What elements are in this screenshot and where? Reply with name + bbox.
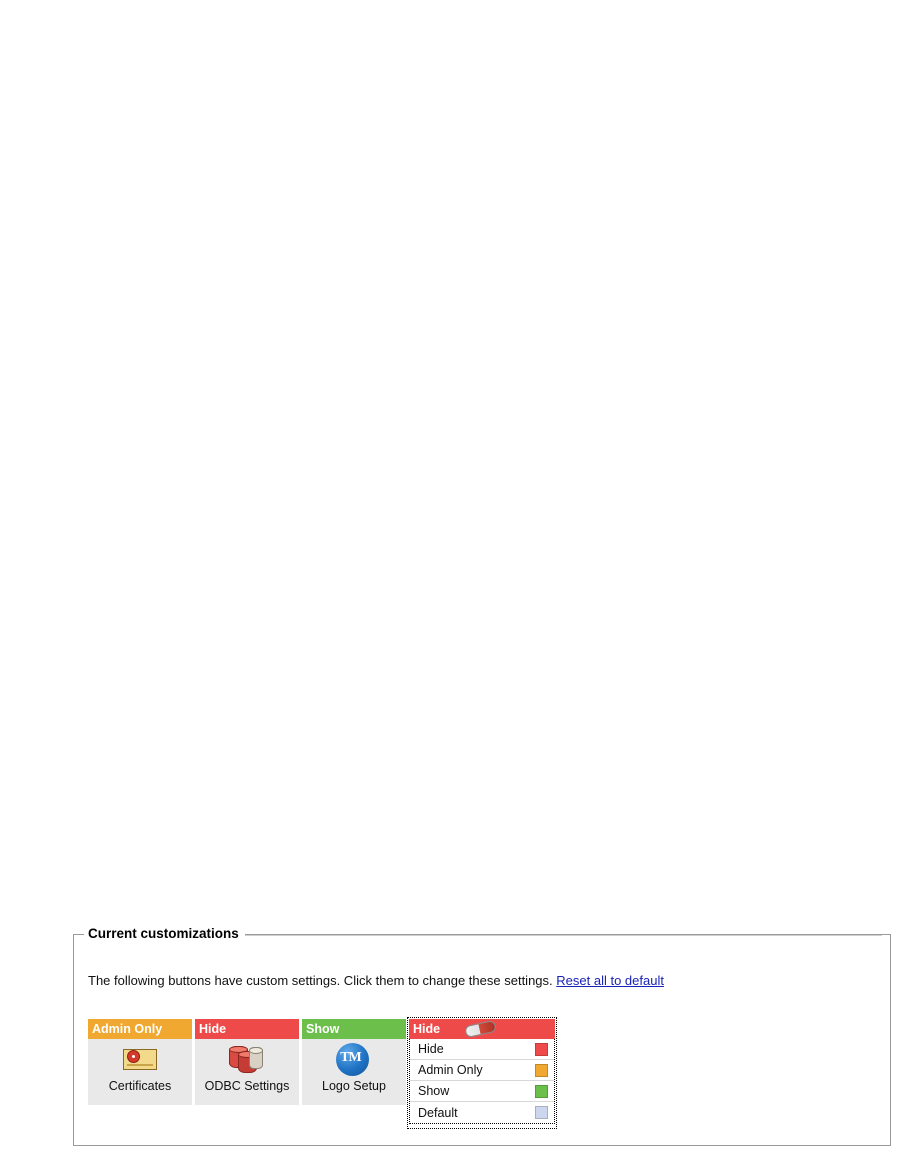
custom-button-state-badge: Admin Only bbox=[88, 1019, 192, 1039]
custom-button-logo-setup[interactable] bbox=[302, 1019, 406, 1105]
reset-all-to-default-link[interactable]: Reset all to default bbox=[556, 973, 664, 988]
color-swatch-admin-only bbox=[535, 1064, 548, 1077]
description-text: The following buttons have custom settings. Click them to change these settings. bbox=[88, 973, 553, 988]
customized-buttons-row bbox=[88, 1019, 555, 1120]
custom-button-label: Certificates bbox=[108, 1079, 172, 1093]
color-swatch-show bbox=[535, 1085, 548, 1098]
dropdown-item-default[interactable] bbox=[410, 1102, 554, 1123]
dropdown-item-hide[interactable] bbox=[410, 1039, 554, 1060]
color-swatch-default bbox=[535, 1106, 548, 1119]
selected-button-state-badge[interactable] bbox=[409, 1019, 555, 1039]
dropdown-item-label: Hide bbox=[418, 1042, 444, 1056]
custom-button-certificates[interactable] bbox=[88, 1019, 192, 1105]
custom-button-state-badge: Hide bbox=[195, 1019, 299, 1039]
custom-button-label: ODBC Settings bbox=[204, 1079, 290, 1093]
custom-button-selected[interactable] bbox=[409, 1019, 555, 1120]
custom-button-label: Logo Setup bbox=[322, 1079, 386, 1093]
panel-description bbox=[88, 973, 664, 988]
database-icon bbox=[195, 1039, 299, 1079]
custom-button-state-badge: Show bbox=[302, 1019, 406, 1039]
dropdown-item-show[interactable] bbox=[410, 1081, 554, 1102]
dropdown-item-label: Show bbox=[418, 1084, 450, 1098]
current-customizations-panel bbox=[73, 926, 891, 1146]
color-swatch-hide bbox=[535, 1043, 548, 1056]
state-dropdown-menu[interactable] bbox=[409, 1039, 555, 1124]
custom-button-odbc-settings[interactable] bbox=[195, 1019, 299, 1105]
selected-button-state-label: Hide bbox=[413, 1022, 441, 1036]
dropdown-item-admin-only[interactable] bbox=[410, 1060, 554, 1081]
panel-title: Current customizations bbox=[84, 926, 245, 941]
panel-divider bbox=[234, 935, 882, 936]
trademark-globe-icon: TM bbox=[302, 1039, 406, 1079]
dropdown-item-label: Default bbox=[418, 1105, 458, 1120]
certificate-icon bbox=[88, 1039, 192, 1079]
dropdown-item-label: Admin Only bbox=[418, 1063, 483, 1077]
